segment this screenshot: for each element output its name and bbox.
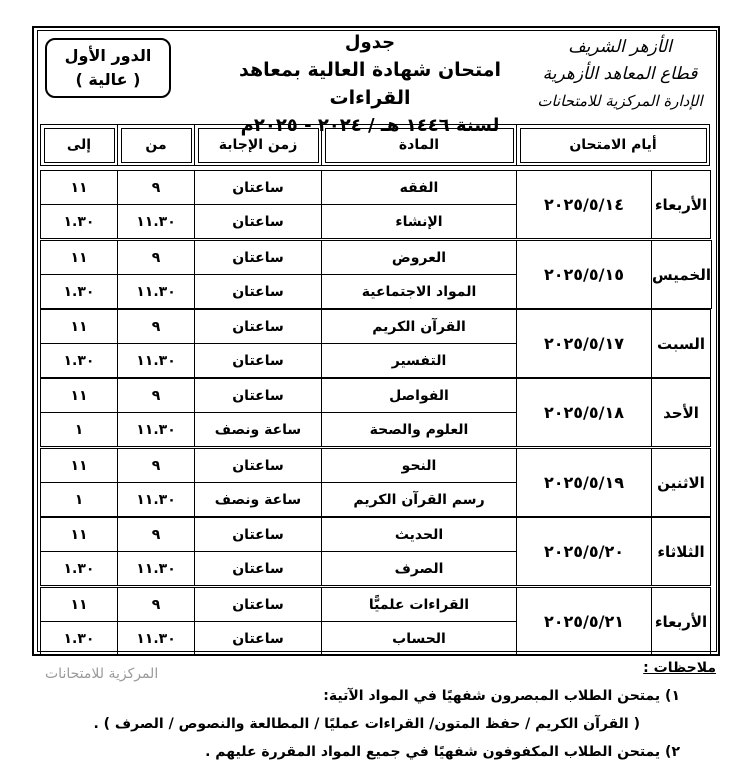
table-row [41, 518, 711, 552]
time-to-cell: ١١ [41, 241, 118, 275]
date-cell: ٢٠٢٥/٥/١٥ [517, 241, 652, 309]
day-cell: الأربعاء [652, 588, 711, 656]
subject-cell: القراءات علميًّا [322, 588, 517, 622]
subject-cell: التفسير [322, 344, 517, 378]
day-block [40, 378, 711, 447]
duration-cell: ساعتان [195, 241, 322, 275]
duration-cell: ساعتان [195, 552, 322, 586]
time-to-cell: ١ [41, 413, 118, 447]
day-cell: الثلاثاء [652, 518, 711, 586]
duration-cell: ساعة ونصف [195, 413, 322, 447]
logo-line-2: قطاع المعاهد الأزهرية [542, 64, 698, 84]
time-from-cell: ١١.٣٠ [118, 205, 195, 239]
time-to-cell: ١.٣٠ [41, 344, 118, 378]
title-line-1: جدول [344, 32, 396, 53]
logo-line-1: الأزهر الشريف [568, 37, 672, 57]
time-to-cell: ١١ [41, 588, 118, 622]
subject-cell: الصرف [322, 552, 517, 586]
duration-cell: ساعتان [195, 171, 322, 205]
header-subject: المادة [322, 125, 517, 166]
day-block [40, 240, 712, 309]
notes-heading: ملاحظات : [643, 660, 716, 676]
day-block [40, 517, 711, 586]
header-days: أيام الامتحان [517, 125, 710, 166]
table-row [41, 171, 711, 205]
table-row [41, 310, 711, 344]
note-2 [205, 744, 680, 760]
time-from-cell: ١١.٣٠ [118, 344, 195, 378]
time-from-cell: ٩ [118, 310, 195, 344]
azhar-logo [535, 34, 705, 118]
subject-cell: المواد الاجتماعية [322, 275, 517, 309]
day-block [40, 170, 711, 239]
stamp-text: المركزية للامتحانات [45, 666, 159, 682]
duration-cell: ساعتان [195, 622, 322, 656]
time-from-cell: ٩ [118, 241, 195, 275]
time-from-cell: ٩ [118, 588, 195, 622]
duration-cell: ساعتان [195, 205, 322, 239]
subject-cell: القرآن الكريم [322, 310, 517, 344]
table-row [41, 588, 711, 622]
subject-cell: الفقه [322, 171, 517, 205]
header-duration: زمن الإجابة [195, 125, 322, 166]
time-to-cell: ١ [41, 483, 118, 517]
time-to-cell: ١١ [41, 379, 118, 413]
time-to-cell: ١.٣٠ [41, 552, 118, 586]
date-cell: ٢٠٢٥/٥/١٩ [517, 449, 652, 517]
time-to-cell: ١١ [41, 518, 118, 552]
table-row [41, 241, 712, 275]
duration-cell: ساعتان [195, 588, 322, 622]
time-to-cell: ١١ [41, 449, 118, 483]
note-1-text: يمتحن الطلاب المبصرون شفهيًا في المواد الآتية: [323, 688, 661, 704]
time-to-cell: ١١ [41, 171, 118, 205]
subject-cell: العروض [322, 241, 517, 275]
time-to-cell: ١.٣٠ [41, 275, 118, 309]
table-row [41, 449, 711, 483]
day-block [40, 309, 711, 378]
time-to-cell: ١.٣٠ [41, 622, 118, 656]
day-cell: الأربعاء [652, 171, 711, 239]
time-from-cell: ١١.٣٠ [118, 275, 195, 309]
round-level: ( عالية ) [75, 70, 141, 89]
time-from-cell: ١١.٣٠ [118, 413, 195, 447]
duration-cell: ساعتان [195, 344, 322, 378]
time-from-cell: ٩ [118, 449, 195, 483]
subject-cell: الفواصل [322, 379, 517, 413]
day-block [40, 448, 711, 517]
duration-cell: ساعتان [195, 449, 322, 483]
time-from-cell: ١١.٣٠ [118, 552, 195, 586]
note-2-number: ٢) [665, 744, 680, 760]
title-line-3: لسنة ١٤٤٦ هـ / ٢٠٢٤ - ٢٠٢٥م [240, 115, 500, 136]
day-cell: الاثنين [652, 449, 711, 517]
header-to: إلى [41, 125, 118, 166]
note-1 [323, 688, 680, 704]
time-from-cell: ٩ [118, 518, 195, 552]
subject-cell: الحديث [322, 518, 517, 552]
duration-cell: ساعتان [195, 275, 322, 309]
header-from: من [118, 125, 195, 166]
subject-cell: الإنشاء [322, 205, 517, 239]
duration-cell: ساعتان [195, 518, 322, 552]
day-cell: السبت [652, 310, 711, 378]
time-from-cell: ١١.٣٠ [118, 483, 195, 517]
duration-cell: ساعتان [195, 310, 322, 344]
date-cell: ٢٠٢٥/٥/٢١ [517, 588, 652, 656]
date-cell: ٢٠٢٥/٥/١٨ [517, 379, 652, 447]
time-from-cell: ٩ [118, 171, 195, 205]
time-from-cell: ١١.٣٠ [118, 622, 195, 656]
subject-cell: النحو [322, 449, 517, 483]
duration-cell: ساعة ونصف [195, 483, 322, 517]
day-cell: الأحد [652, 379, 711, 447]
time-to-cell: ١١ [41, 310, 118, 344]
note-1-number: ١) [665, 688, 680, 704]
note-1-subjects: ( القرآن الكريم / حفظ المتون/ القراءات عمليًا / المطالعة والنصوص / الصرف ) . [93, 716, 640, 732]
round-label: الدور الأول [64, 46, 152, 65]
day-cell: الخميس [652, 241, 712, 309]
date-cell: ٢٠٢٥/٥/٢٠ [517, 518, 652, 586]
table-row [41, 379, 711, 413]
duration-cell: ساعتان [195, 379, 322, 413]
subject-cell: الحساب [322, 622, 517, 656]
note-2-text: يمتحن الطلاب المكفوفون شفهيًا في جميع المواد المقررة عليهم . [205, 744, 661, 760]
round-badge [45, 38, 171, 98]
time-to-cell: ١.٣٠ [41, 205, 118, 239]
subject-cell: رسم القرآن الكريم [322, 483, 517, 517]
date-cell: ٢٠٢٥/٥/١٧ [517, 310, 652, 378]
title-line-2: امتحان شهادة العالية بمعاهد القراءات [238, 59, 502, 109]
logo-line-3: الإدارة المركزية للامتحانات [537, 92, 703, 110]
day-block [40, 587, 711, 656]
time-from-cell: ٩ [118, 379, 195, 413]
date-cell: ٢٠٢٥/٥/١٤ [517, 171, 652, 239]
subject-cell: العلوم والصحة [322, 413, 517, 447]
schedule-header [40, 124, 710, 166]
